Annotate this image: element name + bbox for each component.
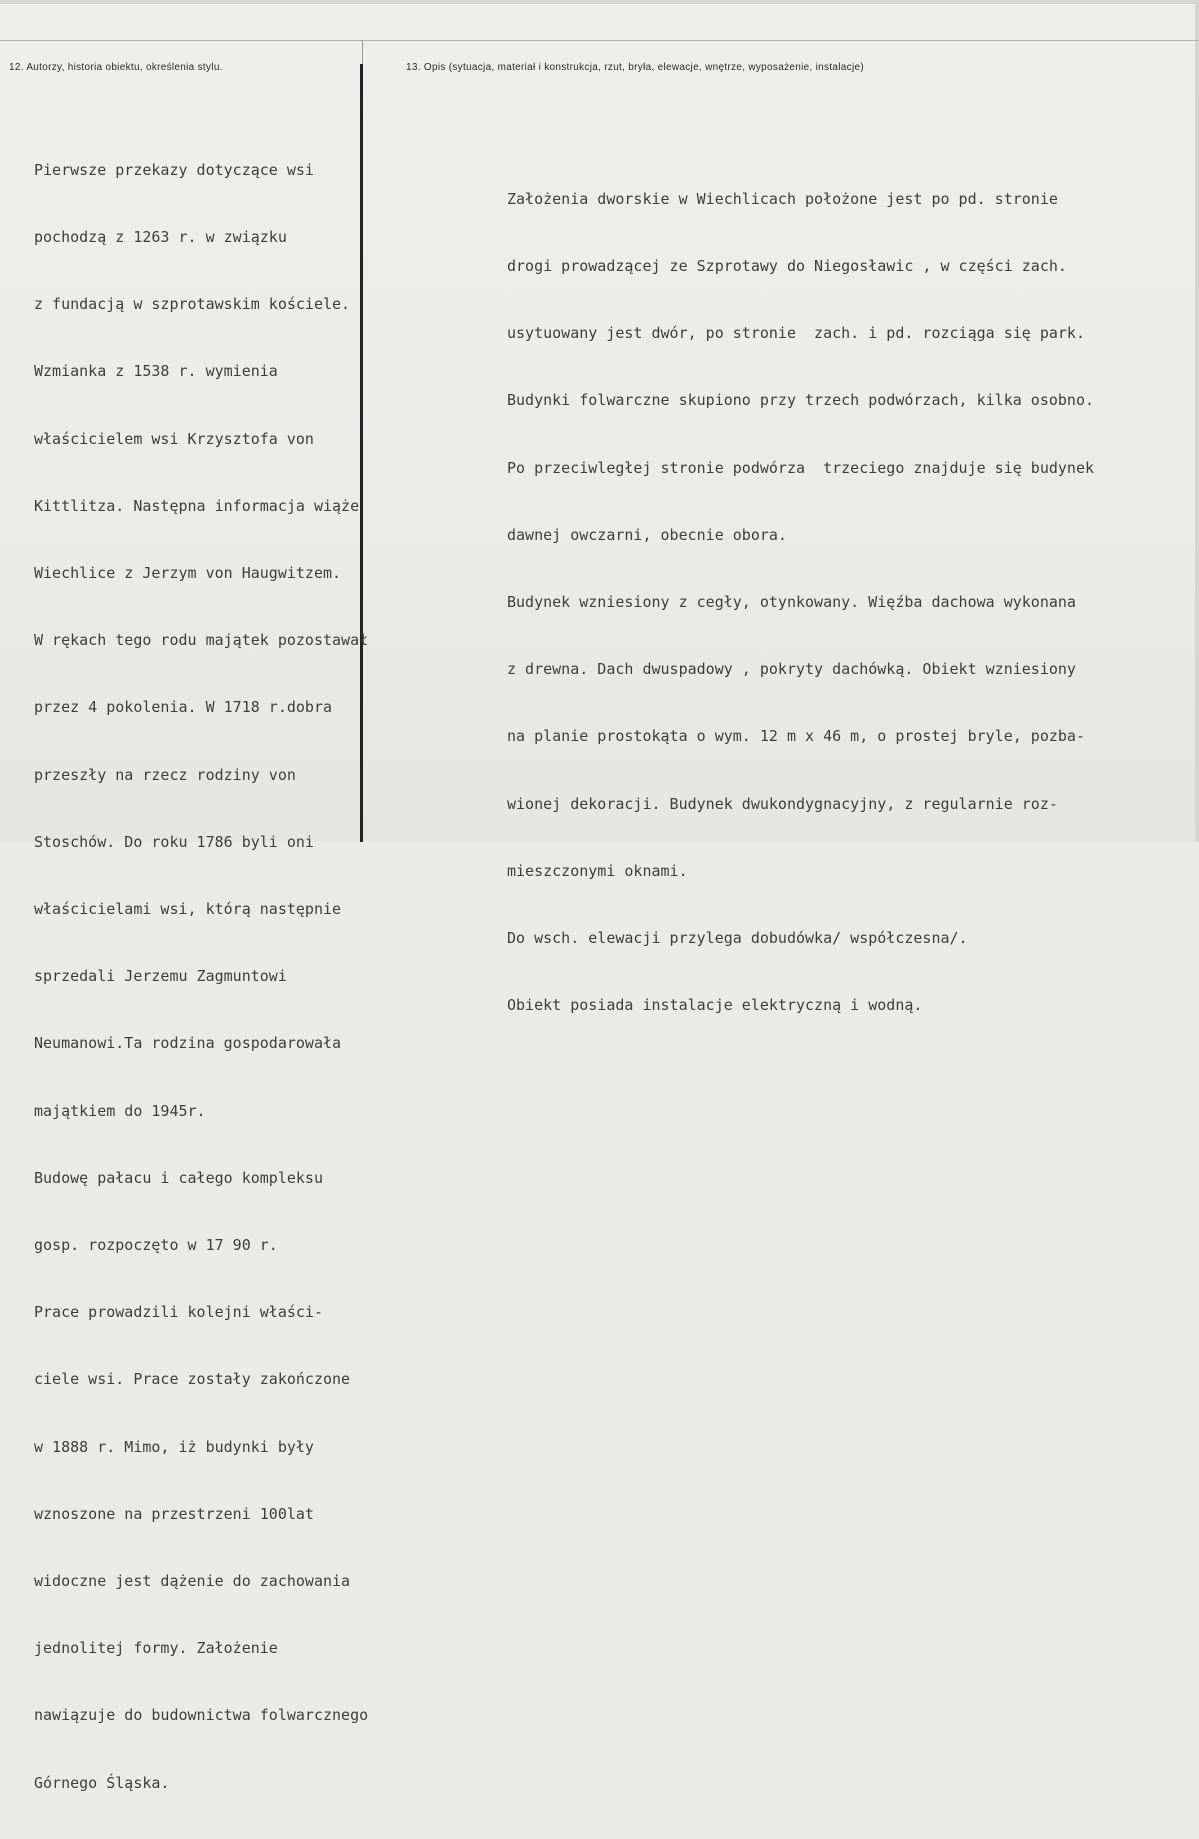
history-line: przez 4 pokolenia. W 1718 r.dobra bbox=[34, 698, 333, 717]
history-line: z fundacją w szprotawskim kościele. bbox=[34, 295, 351, 314]
section-12-header: 12. Autorzy, historia obiektu, określenia stylu. bbox=[9, 62, 223, 73]
description-line: na planie prostokąta o wym. 12 m x 46 m, o prostej bryle, pozba- bbox=[507, 727, 1085, 746]
history-line: jednolitej formy. Założenie bbox=[34, 1639, 278, 1658]
history-line: majątkiem do 1945r. bbox=[34, 1101, 206, 1120]
description-line: Założenia dworskie w Wiechlicach położone jest po pd. stronie bbox=[507, 189, 1058, 208]
history-line: właścicielem wsi Krzysztofa von bbox=[34, 429, 314, 448]
history-line: właścicielami wsi, którą następnie bbox=[34, 900, 342, 919]
description-text-column bbox=[507, 143, 1094, 1061]
history-line: Wiechlice z Jerzym von Haugwitzem. bbox=[34, 564, 342, 583]
history-line: pochodzą z 1263 r. w związku bbox=[34, 228, 287, 247]
page-top-edge bbox=[0, 0, 1199, 4]
header-rule bbox=[0, 40, 1199, 41]
history-line: wznoszone na przestrzeni 100lat bbox=[34, 1504, 314, 1523]
history-line: Górnego Śląska. bbox=[34, 1773, 170, 1792]
history-line: ciele wsi. Prace zostały zakończone bbox=[34, 1370, 351, 1389]
description-line: wionej dekoracji. Budynek dwukondygnacyjny, z regularnie roz- bbox=[507, 794, 1058, 813]
history-line: Wzmianka z 1538 r. wymienia bbox=[34, 362, 278, 381]
history-line: W rękach tego rodu majątek pozostawał bbox=[34, 631, 369, 650]
history-line: Pierwsze przekazy dotyczące wsi bbox=[34, 160, 314, 179]
history-line: gosp. rozpoczęto w 17 90 r. bbox=[34, 1236, 278, 1255]
history-line: w 1888 r. Mimo, iż budynki były bbox=[34, 1437, 314, 1456]
column-divider-top bbox=[362, 40, 363, 64]
history-line: sprzedali Jerzemu Zagmuntowi bbox=[34, 967, 287, 986]
description-line: Obiekt posiada instalacje elektryczną i wodną. bbox=[507, 996, 923, 1015]
history-line: Neumanowi.Ta rodzina gospodarowała bbox=[34, 1034, 342, 1053]
history-line: Stoschów. Do roku 1786 byli oni bbox=[34, 832, 314, 851]
description-line: Budynek wzniesiony z cegły, otynkowany. Więźba dachowa wykonana bbox=[507, 593, 1076, 612]
history-line: Budowę pałacu i całego kompleksu bbox=[34, 1168, 323, 1187]
description-line: dawnej owczarni, obecnie obora. bbox=[507, 525, 787, 544]
description-line: Po przeciwległej stronie podwórza trzeciego znajduje się budynek bbox=[507, 458, 1094, 477]
description-line: Budynki folwarczne skupiono przy trzech podwórzach, kilka osobno. bbox=[507, 391, 1094, 410]
description-line: Do wsch. elewacji przylega dobudówka/ współczesna/. bbox=[507, 929, 968, 948]
history-line: Prace prowadzili kolejni właści- bbox=[34, 1303, 323, 1322]
history-line: nawiązuje do budownictwa folwarcznego bbox=[34, 1706, 369, 1725]
description-line: z drewna. Dach dwuspadowy , pokryty dachówką. Obiekt wzniesiony bbox=[507, 660, 1076, 679]
history-line: Kittlitza. Następna informacja wiąże bbox=[34, 496, 360, 515]
section-13-header: 13. Opis (sytuacja, materiał i konstrukcja, rzut, bryła, elewacje, wnętrze, wyposażenie, instalacje) bbox=[406, 62, 864, 73]
description-line: mieszczonymi oknami. bbox=[507, 861, 688, 880]
page-right-edge bbox=[1195, 0, 1199, 842]
description-line: drogi prowadzącej ze Szprotawy do Niegosławic , w części zach. bbox=[507, 257, 1067, 276]
history-text-column bbox=[34, 114, 368, 1839]
history-line: widoczne jest dążenie do zachowania bbox=[34, 1572, 351, 1591]
history-line: przeszły na rzecz rodziny von bbox=[34, 765, 296, 784]
description-line: usytuowany jest dwór, po stronie zach. i pd. rozciąga się park. bbox=[507, 324, 1085, 343]
